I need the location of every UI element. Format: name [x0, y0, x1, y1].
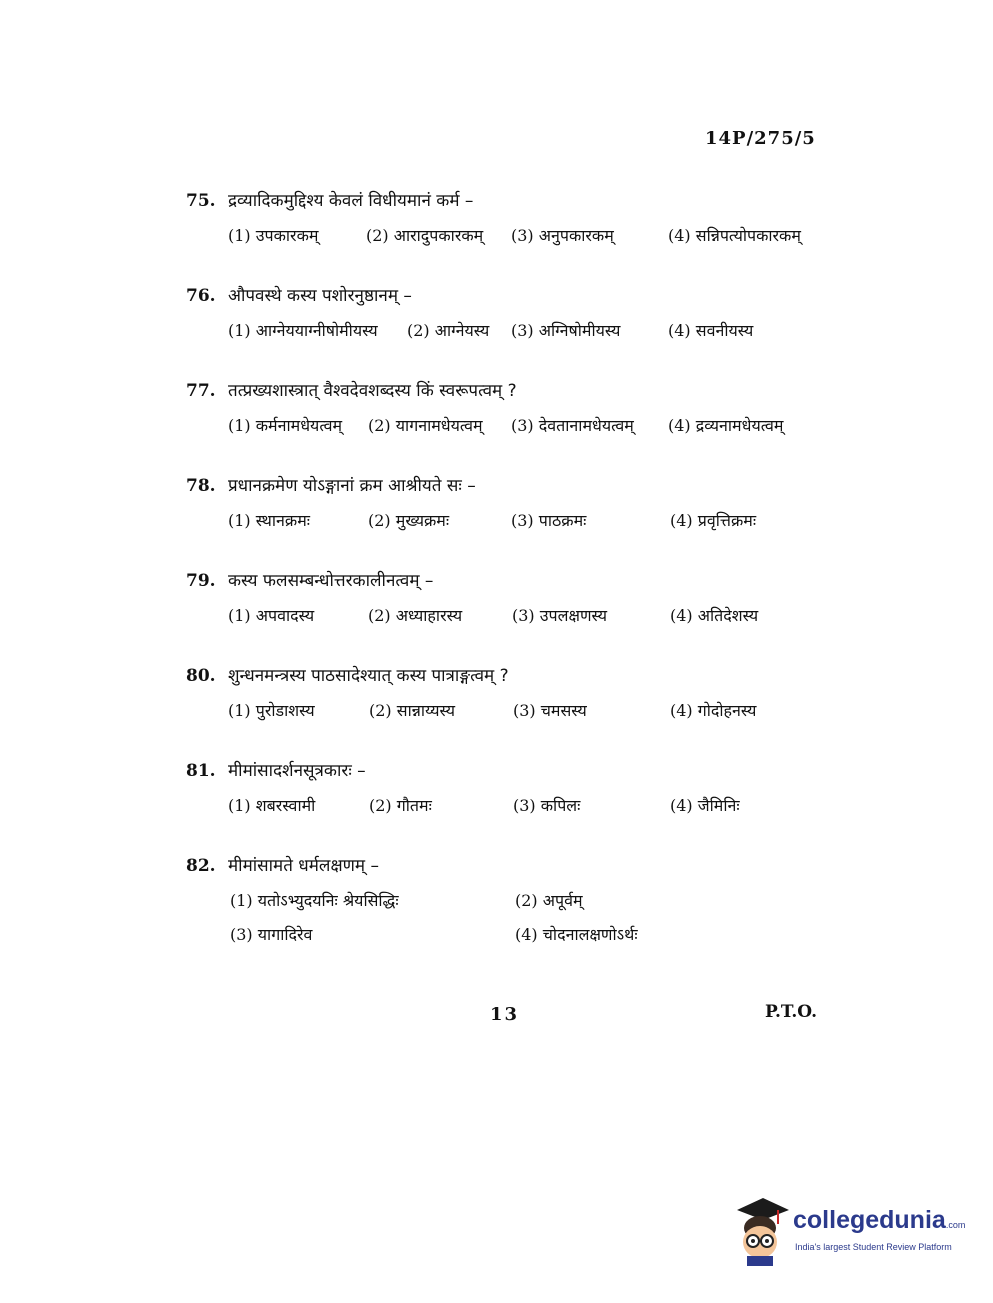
option-3: (3) उपलक्षणस्य [512, 606, 608, 625]
option-4: (4) सवनीयस्य [668, 321, 754, 340]
option-2: (2) सान्नाय्यस्य [369, 701, 456, 720]
option-1: (1) अपवादस्य [228, 606, 315, 625]
options [228, 224, 868, 254]
question-number: 79. [186, 571, 216, 591]
question-number: 75. [186, 191, 216, 211]
option-1: (1) आग्नेययाग्नीषोमीयस्य [228, 321, 378, 340]
option-3: (3) कपिलः [513, 796, 581, 815]
question-text: कस्य फलसम्बन्धोत्तरकालीनत्वम् – [228, 571, 434, 591]
option-3: (3) अनुपकारकम् [511, 226, 614, 245]
option-4: (4) गोदोहनस्य [670, 701, 757, 720]
question-text: मीमांसामते धर्मलक्षणम् – [228, 856, 379, 876]
options [228, 604, 868, 634]
option-2: (2) अध्याहारस्य [368, 606, 463, 625]
pto-label: P.T.O. [765, 1002, 817, 1022]
option-2: (2) आग्नेयस्य [407, 321, 490, 340]
option-1: (1) उपकारकम् [228, 226, 319, 245]
options [228, 794, 868, 824]
option-3: (3) देवतानामधेयत्वम् [511, 416, 634, 435]
question-text: द्रव्यादिकमुद्दिश्य केवलं विधीयमानं कर्म – [228, 191, 474, 211]
option-2: (2) अपूर्वम् [515, 891, 583, 910]
option-4: (4) प्रवृत्तिक्रमः [670, 511, 757, 530]
question-number: 78. [186, 476, 216, 496]
question-text: शुन्धनमन्त्रस्य पाठसादेश्यात् कस्य पात्राङ्गत्वम् ? [228, 666, 509, 686]
option-2: (2) मुख्यक्रमः [368, 511, 450, 530]
option-4: (4) जैमिनिः [670, 796, 740, 815]
question-text: मीमांसादर्शनसूत्रकारः – [228, 761, 366, 781]
question-text: औपवस्थे कस्य पशोरनुष्ठानम् – [228, 286, 412, 306]
mascot-icon [733, 1196, 791, 1266]
question-number: 76. [186, 286, 216, 306]
brand-tagline: India's largest Student Review Platform [795, 1242, 952, 1252]
option-3: (3) पाठक्रमः [511, 511, 587, 530]
options [228, 319, 868, 349]
paper-code: 14P/275/5 [705, 128, 816, 149]
option-1: (1) कर्मनामधेयत्वम् [228, 416, 343, 435]
question-text: प्रधानक्रमेण योऽङ्गानां क्रम आश्रीयते सः – [228, 476, 476, 496]
option-2: (2) आरादुपकारकम् [366, 226, 484, 245]
question-number: 80. [186, 666, 216, 686]
options [228, 509, 868, 539]
option-1: (1) शबरस्वामी [228, 796, 316, 815]
option-2: (2) यागनामधेयत्वम् [368, 416, 483, 435]
question-number: 77. [186, 381, 216, 401]
option-1: (1) यतोऽभ्युदयनिः श्रेयसिद्धिः [230, 891, 399, 910]
brand-suffix: .com [945, 1220, 966, 1230]
collegedunia-watermark [733, 1196, 966, 1266]
question-text: तत्प्रख्यशास्त्रात् वैश्वदेवशब्दस्य किं स्वरूपत्वम् ? [228, 381, 517, 401]
option-4: (4) सन्निपत्योपकारकम् [668, 226, 801, 245]
question-number: 81. [186, 761, 216, 781]
option-1: (1) स्थानक्रमः [228, 511, 311, 530]
option-3: (3) चमसस्य [513, 701, 587, 720]
option-4: (4) चोदनालक्षणोऽर्थः [515, 925, 638, 944]
option-3: (3) अग्निषोमीयस्य [511, 321, 621, 340]
options [228, 414, 868, 444]
page-number: 13 [490, 1004, 520, 1025]
options [228, 889, 868, 959]
option-4: (4) द्रव्यनामधेयत्वम् [668, 416, 784, 435]
option-1: (1) पुरोडाशस्य [228, 701, 315, 720]
option-2: (2) गौतमः [369, 796, 432, 815]
options [228, 699, 868, 729]
brand-name: collegedunia [793, 1206, 946, 1234]
option-3: (3) यागादिरेव [230, 925, 313, 944]
question-number: 82. [186, 856, 216, 876]
option-4: (4) अतिदेशस्य [670, 606, 759, 625]
